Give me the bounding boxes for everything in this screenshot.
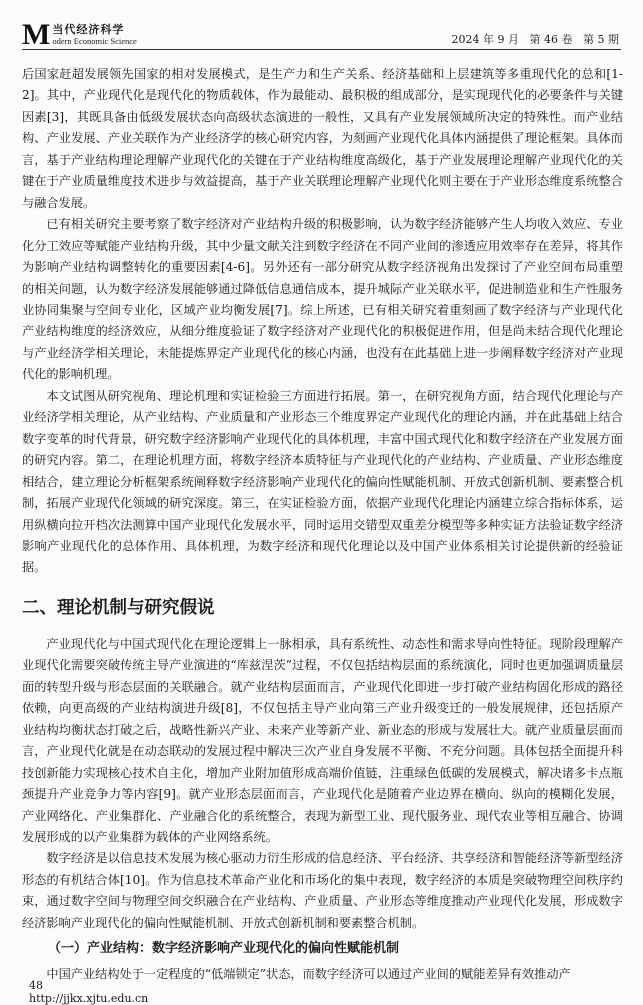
article-body <box>22 64 623 986</box>
page-footer <box>22 966 164 1005</box>
section-heading: 二、理论机制与研究假说 <box>22 597 215 618</box>
page-header <box>22 18 621 51</box>
journal-logo <box>22 18 137 51</box>
journal-name-en: odern Economic Science <box>52 36 137 46</box>
journal-url: http://jjkx.xjtu.edu.cn <box>29 992 149 1005</box>
paragraph: 后国家赶超发展领先国家的相对发展模式，是生产力和生产关系、经济基础和上层建筑等多重现代化的总和[1-2]。其中，产业现代化是现代化的物质载体，作为最能动、最积极的组成部分，是实现现代化的必要条件与关键因素[3]，其既具备由低级发展状态向高级状态演进的一般性，又具有产业发展领域所决定的特殊性。而产业结构、产业发展、产业关联作为产业经济学的核心研究内容，为刻画产业现代化具体内涵提供了理论框架。具体而言，基于产业结构理论理解产业现代化的关键在于产业结构维度高级化，基于产业发展理论理解产业现代化的关键在于产业质量维度技术进步与效益提高，基于产业关联理论理解产业现代化则主要在于产业形态维度系统整合与融合发展。 <box>22 67 623 210</box>
paragraph: 数字经济是以信息技术发展为核心驱动力衍生形成的信息经济、平台经济、共享经济和智能经济等新型经济形态的有机结合体[10]。作为信息技术革命产业化和市场化的集中表现，数字经济的本质是突破物理空间秩序约束，通过数字空间与物理空间交织融合在产业结构、产业质量、产业形态等维度推动产业现代化发展，形成数字经济影响产业现代化的偏向性赋能机制、开放式创新机制和要素整合机制。 <box>22 851 623 930</box>
paragraph: 已有相关研究主要考察了数字经济对产业结构升级的积极影响，认为数字经济能够产生人均收入效应、专业化分工效应等赋能产业结构升级，其中少量文献关注到数字经济在不同产业间的渗透应用效率存在差异，将其作为影响产业结构调整转化的重要因素[4-6]。另外还有一部分研究从数字经济视角出发探讨了产业空间布局重塑的相关问题，认为数字经济发展能够通过降低信息通信成本，提升城际产业关联水平，促进制造业和生产性服务业协同集聚与空间专业化，区域产业均衡发展[7]。综上所述，已有相关研究着重刻画了数字经济与产业现代化产业结构维度的经济效应，从细分维度验证了数字经济对产业现代化的积极促进作用，但是尚未结合现代化理论与产业经济学相关理论，未能提炼界定产业现代化的核心内涵，也没有在此基础上进一步阐释数字经济对产业现代化的影响机理。 <box>22 217 623 382</box>
paragraph: 中国产业结构处于一定程度的“低端锁定”状态，而数字经济可以通过产业间的赋能差异有效推动产 <box>46 967 571 982</box>
paragraph: 本文试图从研究视角、理论机理和实证检验三方面进行拓展。第一，在研究视角方面，结合现代化理论与产业经济学相关理论，从产业结构、产业质量和产业形态三个维度界定产业现代化的理论内涵，并在此基础上结合数字变革的时代背景，研究数字经济影响产业现代化的具体机理，丰富中国式现代化和数字经济在产业发展方面的研究内容。第二，在理论机理方面，将数字经济本质特征与产业现代化的产业结构、产业质量、产业形态维度相结合，建立理论分析框架系统阐释数字经济影响产业现代化的偏向性赋能机制、开放式创新机制、要素整合机制，拓展产业现代化领域的研究深度。第三，在实证检验方面，依据产业现代化理论内涵建立综合指标体系，运用纵横向拉开档次法测算中国产业现代化发展水平，同时运用交错型双重差分模型等多种实证方法验证数字经济影响产业现代化的总体作用、具体机理，为数字经济和现代化理论以及中国产业体系相关讨论提供新的经验证据。 <box>22 388 623 575</box>
issue-info: 2024 年 9 月 第 46 卷 第 5 期 <box>451 33 619 46</box>
header-divider <box>22 49 621 50</box>
page-number: 48 <box>29 979 43 992</box>
subsection-heading: （一）产业结构：数字经济影响产业现代化的偏向性赋能机制 <box>48 941 400 957</box>
journal-name-cn: 当代经济科学 <box>52 23 125 36</box>
paragraph: 产业现代化与中国式现代化在理论逻辑上一脉相承，具有系统性、动态性和需求导向性特征。现阶段理解产业现代化需要突破传统主导产业演进的“库兹涅茨”过程，不仅包括结构层面的系统演化，同时也更加强调质量层面的转型升级与形态层面的关联融合。就产业结构层面而言，产业现代化即进一步打破产业结构固化形成的路径依赖，向更高级的产业结构演进升级[8]，不仅包括主导产业向第三产业升级变迁的一般发展规律，还包括原产业结构均衡状态打破之后，战略性新兴产业、未来产业等新产业、新业态的形成与发展壮大。就产业质量层面而言，产业现代化就是在动态联动的发展过程中解决三次产业自身发展不平衡、不充分问题。具体包括全面提升科技创新能力实现核心技术自主化，增加产业附加值形成高端价值链，注重绿色低碳的发展模式，解决诸多卡点瓶颈提升产业竞争力等内容[9]。就产业形态层面而言，产业现代化是随着产业边界在横向、纵向的模糊化发展，产业网络化、产业集群化、产业融合化的系统整合，表现为新型工业、现代服务业、现代农业等相互融合、协调发展形成的以产业集群为载体的产业网络系统。 <box>22 636 623 844</box>
logo-letter: M <box>22 18 51 51</box>
